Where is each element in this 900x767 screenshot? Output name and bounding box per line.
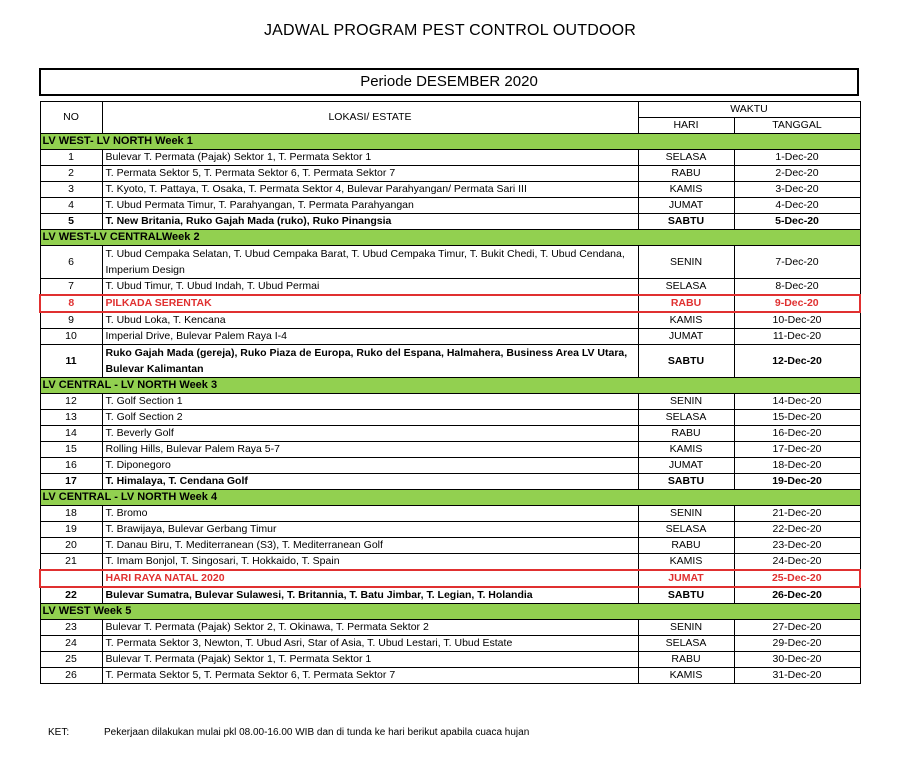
row-no: 5 [40,214,102,230]
row-hari: KAMIS [638,182,734,198]
table-row [40,166,860,182]
row-lokasi: T. Permata Sektor 3, Newton, T. Ubud Asri, Star of Asia, T. Ubud Lestari, T. Ubud Estate [102,636,638,652]
table-row [40,506,860,522]
row-hari: RABU [638,538,734,554]
schedule-table [39,101,861,684]
row-lokasi: T. Beverly Golf [102,426,638,442]
row-tanggal: 24-Dec-20 [734,554,860,571]
row-no: 15 [40,442,102,458]
row-hari: SELASA [638,636,734,652]
row-no: 18 [40,506,102,522]
row-tanggal: 10-Dec-20 [734,312,860,329]
row-hari: JUMAT [638,329,734,345]
table-row [40,442,860,458]
week-section-row [40,378,860,394]
row-tanggal: 29-Dec-20 [734,636,860,652]
table-row [40,620,860,636]
row-lokasi: T. Brawijaya, Bulevar Gerbang Timur [102,522,638,538]
row-no [40,570,102,587]
table-row [40,522,860,538]
row-lokasi: Rolling Hills, Bulevar Palem Raya 5-7 [102,442,638,458]
row-tanggal: 27-Dec-20 [734,620,860,636]
table-row [40,150,860,166]
row-hari: JUMAT [638,458,734,474]
table-row [40,198,860,214]
row-no: 20 [40,538,102,554]
row-no: 23 [40,620,102,636]
row-lokasi: HARI RAYA NATAL 2020 [102,570,638,587]
row-hari: RABU [638,166,734,182]
row-hari: SABTU [638,474,734,490]
row-hari: KAMIS [638,668,734,684]
row-no: 16 [40,458,102,474]
row-hari: SENIN [638,506,734,522]
row-no: 12 [40,394,102,410]
row-hari: KAMIS [638,312,734,329]
ket-note: Pekerjaan dilakukan mulai pkl 08.00-16.00 WIB dan di tunda ke hari berikut apabila cuaca hujan [104,727,530,738]
row-lokasi: T. Himalaya, T. Cendana Golf [102,474,638,490]
row-no: 8 [40,295,102,312]
schedule-body [40,134,860,684]
row-lokasi: T. New Britania, Ruko Gajah Mada (ruko), Ruko Pinangsia [102,214,638,230]
row-tanggal: 14-Dec-20 [734,394,860,410]
row-tanggal: 23-Dec-20 [734,538,860,554]
week-section-row [40,230,860,246]
row-no: 25 [40,652,102,668]
row-lokasi: Bulevar T. Permata (Pajak) Sektor 1, T. Permata Sektor 1 [102,150,638,166]
week-label: LV CENTRAL - LV NORTH Week 3 [40,378,860,394]
row-no: 9 [40,312,102,329]
row-hari: SENIN [638,620,734,636]
row-tanggal: 18-Dec-20 [734,458,860,474]
row-tanggal: 21-Dec-20 [734,506,860,522]
row-no: 14 [40,426,102,442]
row-lokasi: T. Permata Sektor 5, T. Permata Sektor 6, T. Permata Sektor 7 [102,166,638,182]
row-tanggal: 7-Dec-20 [734,246,860,279]
row-lokasi: T. Ubud Cempaka Selatan, T. Ubud Cempaka Barat, T. Ubud Cempaka Timur, T. Bukit Chedi, T. Ubud Cendana, Imperium Design [102,246,638,279]
row-lokasi: T. Ubud Loka, T. Kencana [102,312,638,329]
row-hari: RABU [638,652,734,668]
row-hari: SELASA [638,410,734,426]
table-row [40,394,860,410]
table-row [40,458,860,474]
row-tanggal: 25-Dec-20 [734,570,860,587]
row-tanggal: 12-Dec-20 [734,345,860,378]
table-row [40,312,860,329]
row-tanggal: 16-Dec-20 [734,426,860,442]
row-lokasi: T. Kyoto, T. Pattaya, T. Osaka, T. Permata Sektor 4, Bulevar Parahyangan/ Permata Sari III [102,182,638,198]
week-section-row [40,490,860,506]
table-row [40,246,860,279]
table-row [40,345,860,378]
week-label: LV CENTRAL - LV NORTH Week 4 [40,490,860,506]
row-lokasi: T. Diponegoro [102,458,638,474]
row-lokasi: T. Danau Biru, T. Mediterranean (S3), T. Mediterranean Golf [102,538,638,554]
table-row [40,636,860,652]
row-no: 26 [40,668,102,684]
row-hari: SABTU [638,214,734,230]
row-no: 17 [40,474,102,490]
row-lokasi: T. Golf Section 2 [102,410,638,426]
row-hari: KAMIS [638,554,734,571]
table-row [40,668,860,684]
table-row [40,587,860,604]
table-row [40,279,860,296]
row-lokasi: PILKADA SERENTAK [102,295,638,312]
row-lokasi: T. Golf Section 1 [102,394,638,410]
row-hari: RABU [638,426,734,442]
week-section-row [40,134,860,150]
row-lokasi: T. Imam Bonjol, T. Singosari, T. Hokkaido, T. Spain [102,554,638,571]
table-row [40,410,860,426]
header-tanggal: TANGGAL [734,118,860,134]
row-lokasi: T. Ubud Permata Timur, T. Parahyangan, T. Permata Parahyangan [102,198,638,214]
row-no: 22 [40,587,102,604]
row-hari: SABTU [638,587,734,604]
row-tanggal: 15-Dec-20 [734,410,860,426]
row-no: 24 [40,636,102,652]
row-hari: SELASA [638,150,734,166]
table-row [40,554,860,571]
row-no: 7 [40,279,102,296]
row-no: 19 [40,522,102,538]
table-row [40,652,860,668]
row-hari: JUMAT [638,198,734,214]
row-tanggal: 26-Dec-20 [734,587,860,604]
table-row [40,329,860,345]
row-no: 6 [40,246,102,279]
row-hari: SENIN [638,246,734,279]
row-tanggal: 5-Dec-20 [734,214,860,230]
row-no: 11 [40,345,102,378]
row-no: 21 [40,554,102,571]
row-tanggal: 9-Dec-20 [734,295,860,312]
header-lokasi: LOKASI/ ESTATE [102,102,638,134]
row-no: 1 [40,150,102,166]
header-hari: HARI [638,118,734,134]
row-tanggal: 17-Dec-20 [734,442,860,458]
row-lokasi: T. Ubud Timur, T. Ubud Indah, T. Ubud Permai [102,279,638,296]
table-row [40,214,860,230]
row-tanggal: 1-Dec-20 [734,150,860,166]
table-row [40,182,860,198]
holiday-row [40,295,860,312]
table-row [40,474,860,490]
week-label: LV WEST Week 5 [40,604,860,620]
table-row [40,426,860,442]
row-lokasi: Imperial Drive, Bulevar Palem Raya I-4 [102,329,638,345]
row-tanggal: 30-Dec-20 [734,652,860,668]
row-lokasi: Bulevar T. Permata (Pajak) Sektor 1, T. Permata Sektor 1 [102,652,638,668]
row-hari: KAMIS [638,442,734,458]
row-no: 10 [40,329,102,345]
row-hari: SELASA [638,279,734,296]
row-tanggal: 8-Dec-20 [734,279,860,296]
row-tanggal: 3-Dec-20 [734,182,860,198]
row-hari: SENIN [638,394,734,410]
row-tanggal: 19-Dec-20 [734,474,860,490]
row-hari: SELASA [638,522,734,538]
row-no: 2 [40,166,102,182]
table-row [40,538,860,554]
row-hari: JUMAT [638,570,734,587]
row-lokasi: Bulevar Sumatra, Bulevar Sulawesi, T. Britannia, T. Batu Jimbar, T. Legian, T. Holandia [102,587,638,604]
row-tanggal: 4-Dec-20 [734,198,860,214]
week-label: LV WEST-LV CENTRALWeek 2 [40,230,860,246]
row-tanggal: 11-Dec-20 [734,329,860,345]
row-tanggal: 31-Dec-20 [734,668,860,684]
row-hari: RABU [638,295,734,312]
row-hari: SABTU [638,345,734,378]
row-no: 13 [40,410,102,426]
document-title: JADWAL PROGRAM PEST CONTROL OUTDOOR [263,22,637,39]
row-lokasi: T. Permata Sektor 5, T. Permata Sektor 6, T. Permata Sektor 7 [102,668,638,684]
week-section-row [40,604,860,620]
holiday-row [40,570,860,587]
row-tanggal: 2-Dec-20 [734,166,860,182]
periode-banner: Periode DESEMBER 2020 [39,68,859,96]
row-tanggal: 22-Dec-20 [734,522,860,538]
row-no: 3 [40,182,102,198]
row-lokasi: Ruko Gajah Mada (gereja), Ruko Piaza de Europa, Ruko del Espana, Halmahera, Business Area LV Utara, Bulevar Kalimantan [102,345,638,378]
ket-label: KET: [48,727,70,738]
week-label: LV WEST- LV NORTH Week 1 [40,134,860,150]
row-no: 4 [40,198,102,214]
header-no: NO [40,102,102,134]
row-lokasi: T. Bromo [102,506,638,522]
header-waktu: WAKTU [638,102,860,118]
row-lokasi: Bulevar T. Permata (Pajak) Sektor 2, T. Okinawa, T. Permata Sektor 2 [102,620,638,636]
